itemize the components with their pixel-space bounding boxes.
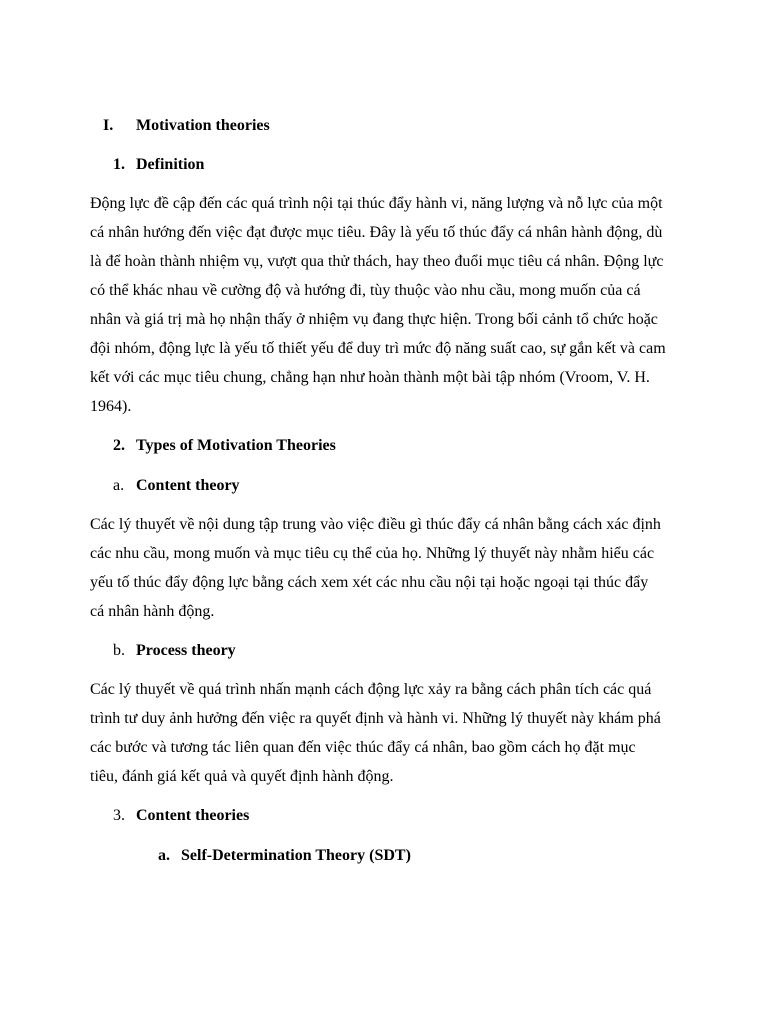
paragraph-line: Động lực đề cập đến các quá trình nội tại thúc đẩy hành vi, năng lượng và nỗ lực của một bbox=[90, 195, 663, 212]
paragraph-line: có thể khác nhau về cường độ và hướng đi, tùy thuộc vào nhu cầu, mong muốn của cá bbox=[90, 282, 641, 299]
heading-number: 2. bbox=[113, 437, 125, 454]
heading-title: Process theory bbox=[136, 642, 236, 659]
paragraph-line: nhân và giá trị mà họ nhận thấy ở nhiệm vụ đang thực hiện. Trong bối cảnh tổ chức hoặc bbox=[90, 311, 658, 328]
paragraph-line: Các lý thuyết về quá trình nhấn mạnh cách động lực xảy ra bằng cách phân tích các quá bbox=[90, 681, 652, 698]
paragraph-line: các bước và tương tác liên quan đến việc thúc đẩy cá nhân, bao gồm cách họ đặt mục bbox=[90, 739, 636, 756]
paragraph-line: trình tư duy ảnh hưởng đến việc ra quyết định và hành vi. Những lý thuyết này khám phá bbox=[90, 710, 661, 727]
heading-title: Motivation theories bbox=[136, 117, 270, 134]
paragraph-line: đội nhóm, động lực là yếu tố thiết yếu để duy trì mức độ năng suất cao, sự gắn kết và cam bbox=[90, 340, 666, 357]
paragraph-line: là để hoàn thành nhiệm vụ, vượt qua thử thách, hay theo đuổi mục tiêu cá nhân. Động lực bbox=[90, 253, 664, 270]
paragraph-process-theory bbox=[90, 675, 690, 791]
heading-letter: a. bbox=[158, 847, 170, 864]
paragraph-line: cá nhân hướng đến việc đạt được mục tiêu. Đây là yếu tố thúc đẩy cá nhân hành động, dù bbox=[90, 224, 663, 241]
paragraph-line: yếu tố thúc đẩy động lực bằng cách xem xét các nhu cầu nội tại hoặc ngoại tại thúc đẩy bbox=[90, 574, 649, 591]
heading-number: 3. bbox=[113, 807, 125, 824]
paragraph-line: tiêu, đánh giá kết quả và quyết định hành động. bbox=[90, 768, 394, 785]
heading-letter: a. bbox=[113, 477, 125, 494]
paragraph-definition bbox=[90, 189, 690, 421]
paragraph-content-theory bbox=[90, 510, 690, 626]
paragraph-line: Các lý thuyết về nội dung tập trung vào việc điều gì thúc đẩy cá nhân bằng cách xác định bbox=[90, 516, 661, 533]
paragraph-line: 1964). bbox=[90, 398, 132, 415]
heading-title: Definition bbox=[136, 156, 205, 173]
paragraph-line: các nhu cầu, mong muốn và mục tiêu cụ thể của họ. Những lý thuyết này nhằm hiểu các bbox=[90, 545, 655, 562]
heading-number: I. bbox=[103, 117, 114, 134]
heading-title: Self-Determination Theory (SDT) bbox=[181, 847, 411, 864]
heading-title: Content theory bbox=[136, 477, 240, 494]
paragraph-line: cá nhân hành động. bbox=[90, 603, 215, 620]
heading-title: Content theories bbox=[136, 807, 250, 824]
paragraph-line: kết với các mục tiêu chung, chẳng hạn như hoàn thành một bài tập nhóm (Vroom, V. H. bbox=[90, 369, 650, 386]
heading-title: Types of Motivation Theories bbox=[136, 437, 336, 454]
heading-letter: b. bbox=[113, 642, 125, 659]
heading-number: 1. bbox=[113, 156, 125, 173]
